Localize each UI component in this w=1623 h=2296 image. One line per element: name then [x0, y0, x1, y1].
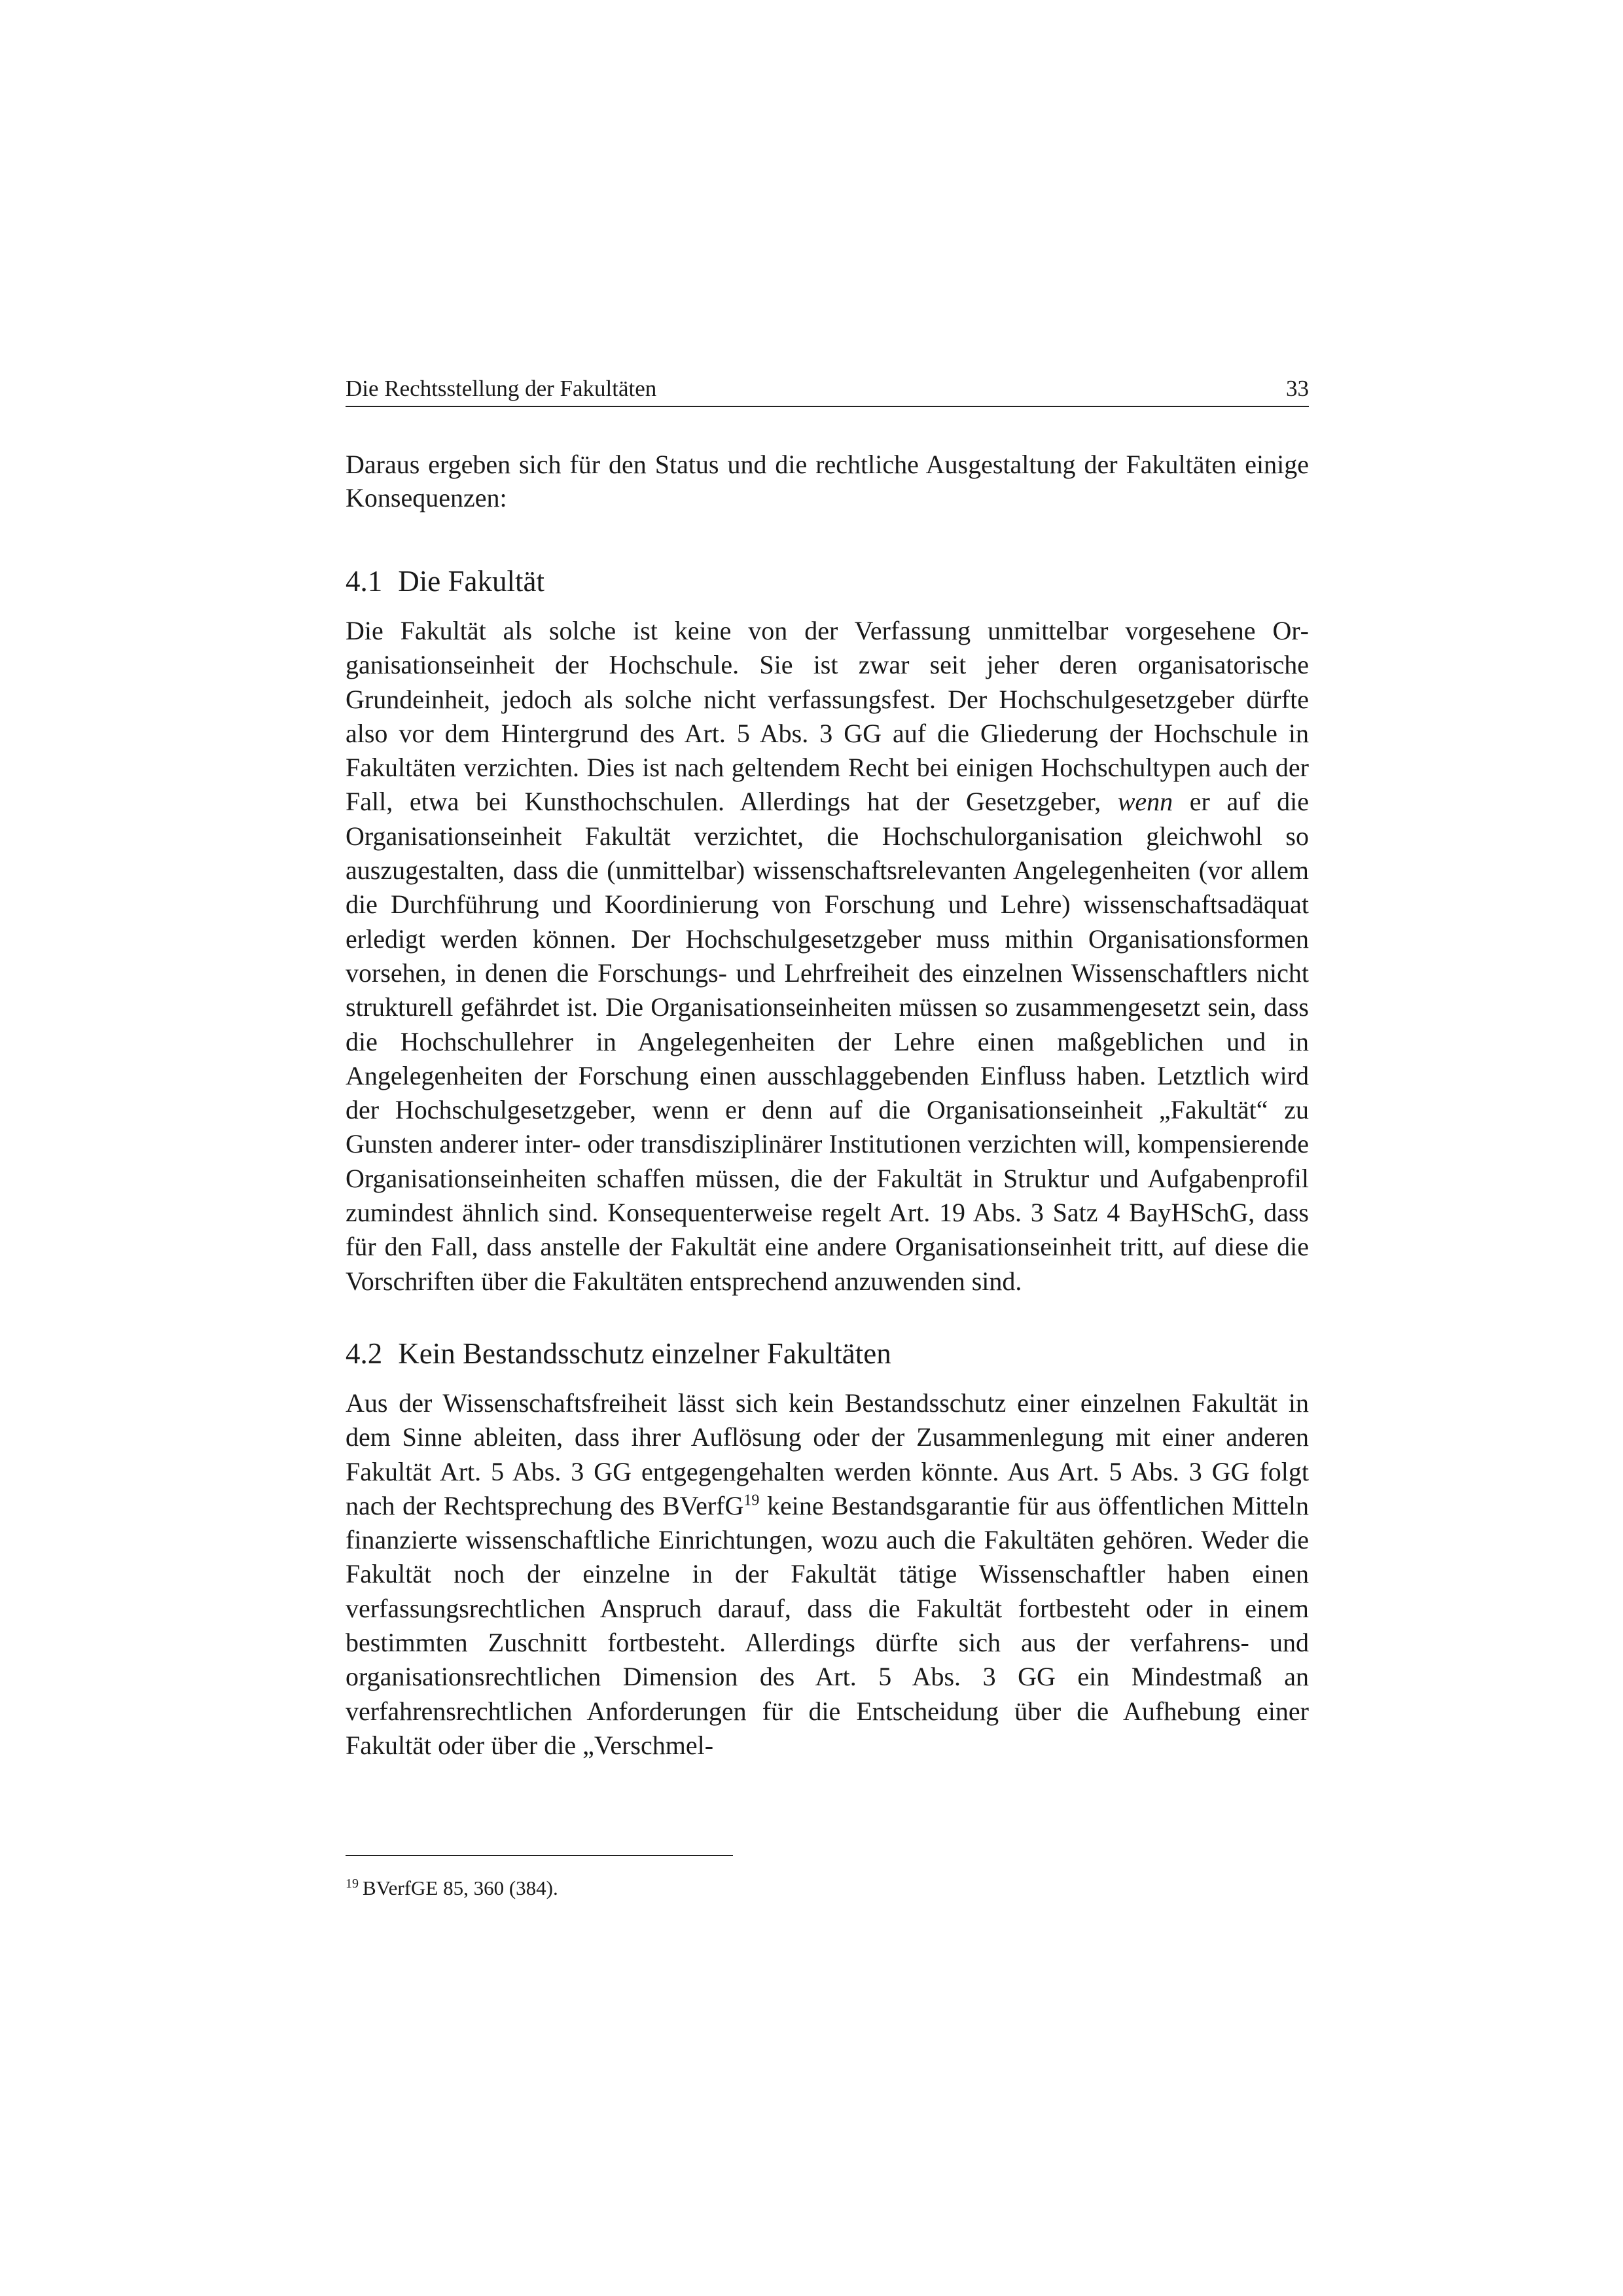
header-title: Die Rechtsstellung der Fakultäten [346, 376, 657, 401]
section-4-1-paragraph [346, 614, 1309, 1299]
footnote-divider [346, 1855, 733, 1856]
section-heading-4-1 [346, 563, 1309, 600]
section-number: 4.1 [346, 565, 383, 598]
paragraph-text: er auf die Organisationseinheit Fakultät verzichtet, die Hochschulorganisation gleichwohl so auszugestalten, dass die (unmittelbar) wissenschaftsrelevanten Angelegenheiten (vor allem die Durchführung und Koordinierung von Forschung und Lehre) wissenschaftsadäquat erledigt werden können. Der Hochschulgesetzgeber muss mithin Organisationsformen vorsehen, in denen die Forschungs- und Lehrfreiheit des einzelnen Wissenschaftlers nicht strukturell gefährdet ist. Die Organisationseinheiten müssen so zusammengesetzt sein, dass die Hochschullehrer in Angelegenheiten der Lehre einen maßgeblichen und in Angelegenheiten der Forschung einen ausschlaggebenden Einfluss haben. Letztlich wird der Hochschulgesetzgeber, wenn er denn auf die Organisationseinheit „Fakultät“ zu Gunsten anderer inter- oder transdisziplinärer Institutionen verzichten will, kompensierende Organisationseinheiten schaffen müssen, die der Fakultät in Struktur und Aufgabenprofil zumindest ähnlich sind. Konsequenterweise regelt Art. 19 Abs. 3 Satz 4 BayHSchG, dass für den Fall, dass anstelle der Fakultät eine andere Organisationseinheit tritt, auf diese die Vorschriften über die Fakultäten entsprechend anzuwenden sind. [346, 787, 1310, 1296]
main-text [346, 448, 1309, 1763]
paragraph-text: Die Fakultät als solche ist keine von der Verfassung unmittelbar vorgesehene Organisationseinheit der Hochschule. Sie ist zwar seit jeher deren organisatorische Grundeinheit, jedoch als solche nicht verfassungsfest. Der Hochschulgesetzgeber dürfte also vor dem Hintergrund des Art. 5 Abs. 3 GG auf die Gliederung der Hochschule in Fakultäten verzichten. Dies ist nach geltendem Recht bei einigen Hochschultypen auch der Fall, etwa bei Kunsthochschulen. Allerdings hat der Gesetzgeber, [346, 616, 1309, 817]
section-heading-4-2 [346, 1335, 1309, 1372]
paragraph-text: keine Bestandsgarantie für aus öffentlichen Mitteln finanzierte wissenschaftliche Einrichtungen, wozu auch die Fakultäten gehören. Weder die Fakultät noch der einzelne in der Fakultät tätige Wissenschaftler haben einen verfassungsrechtlichen Anspruch darauf, dass die Fakultät fortbesteht oder in einem bestimmten Zuschnitt fortbesteht. Allerdings dürfte sich aus der verfahrens- und organisationsrechtlichen Dimension des Art. 5 Abs. 3 GG ein Mindestmaß an verfahrensrechtlichen Anforderungen für die Entscheidung über die Aufhebung einer Fakultät oder über die „Verschmel- [346, 1490, 1309, 1760]
page-number: 33 [1286, 376, 1309, 401]
paragraph-text: Aus der Wissenschaftsfreiheit lässt sich kein Bestandsschutz einer einzelnen Fakultät in dem Sinne ableiten, dass ihrer Auflösung oder der Zusammenlegung mit einer anderen Fakultät Art. 5 Abs. 3 GG entgegengehalten werden könnte. Aus Art. 5 Abs. 3 GG folgt nach der Rechtsprechung des BVerfG [346, 1388, 1309, 1520]
section-number: 4.2 [346, 1336, 383, 1370]
footnote [346, 1876, 1309, 1901]
section-title: Die Fakultät [398, 565, 544, 598]
footnote-text: BVerfGE 85, 360 (384). [363, 1876, 558, 1899]
running-header [346, 370, 1309, 407]
section-4-2-paragraph [346, 1386, 1309, 1763]
section-title: Kein Bestandsschutz einzelner Fakultäten [398, 1336, 891, 1370]
emphasized-word: wenn [1117, 787, 1173, 817]
footnote-number: 19 [346, 1876, 359, 1891]
intro-paragraph: Daraus ergeben sich für den Status und die rechtliche Ausgestaltung der Fakultäten einige Konsequenzen: [346, 450, 1309, 512]
footnote-reference[interactable]: 19 [743, 1492, 760, 1509]
